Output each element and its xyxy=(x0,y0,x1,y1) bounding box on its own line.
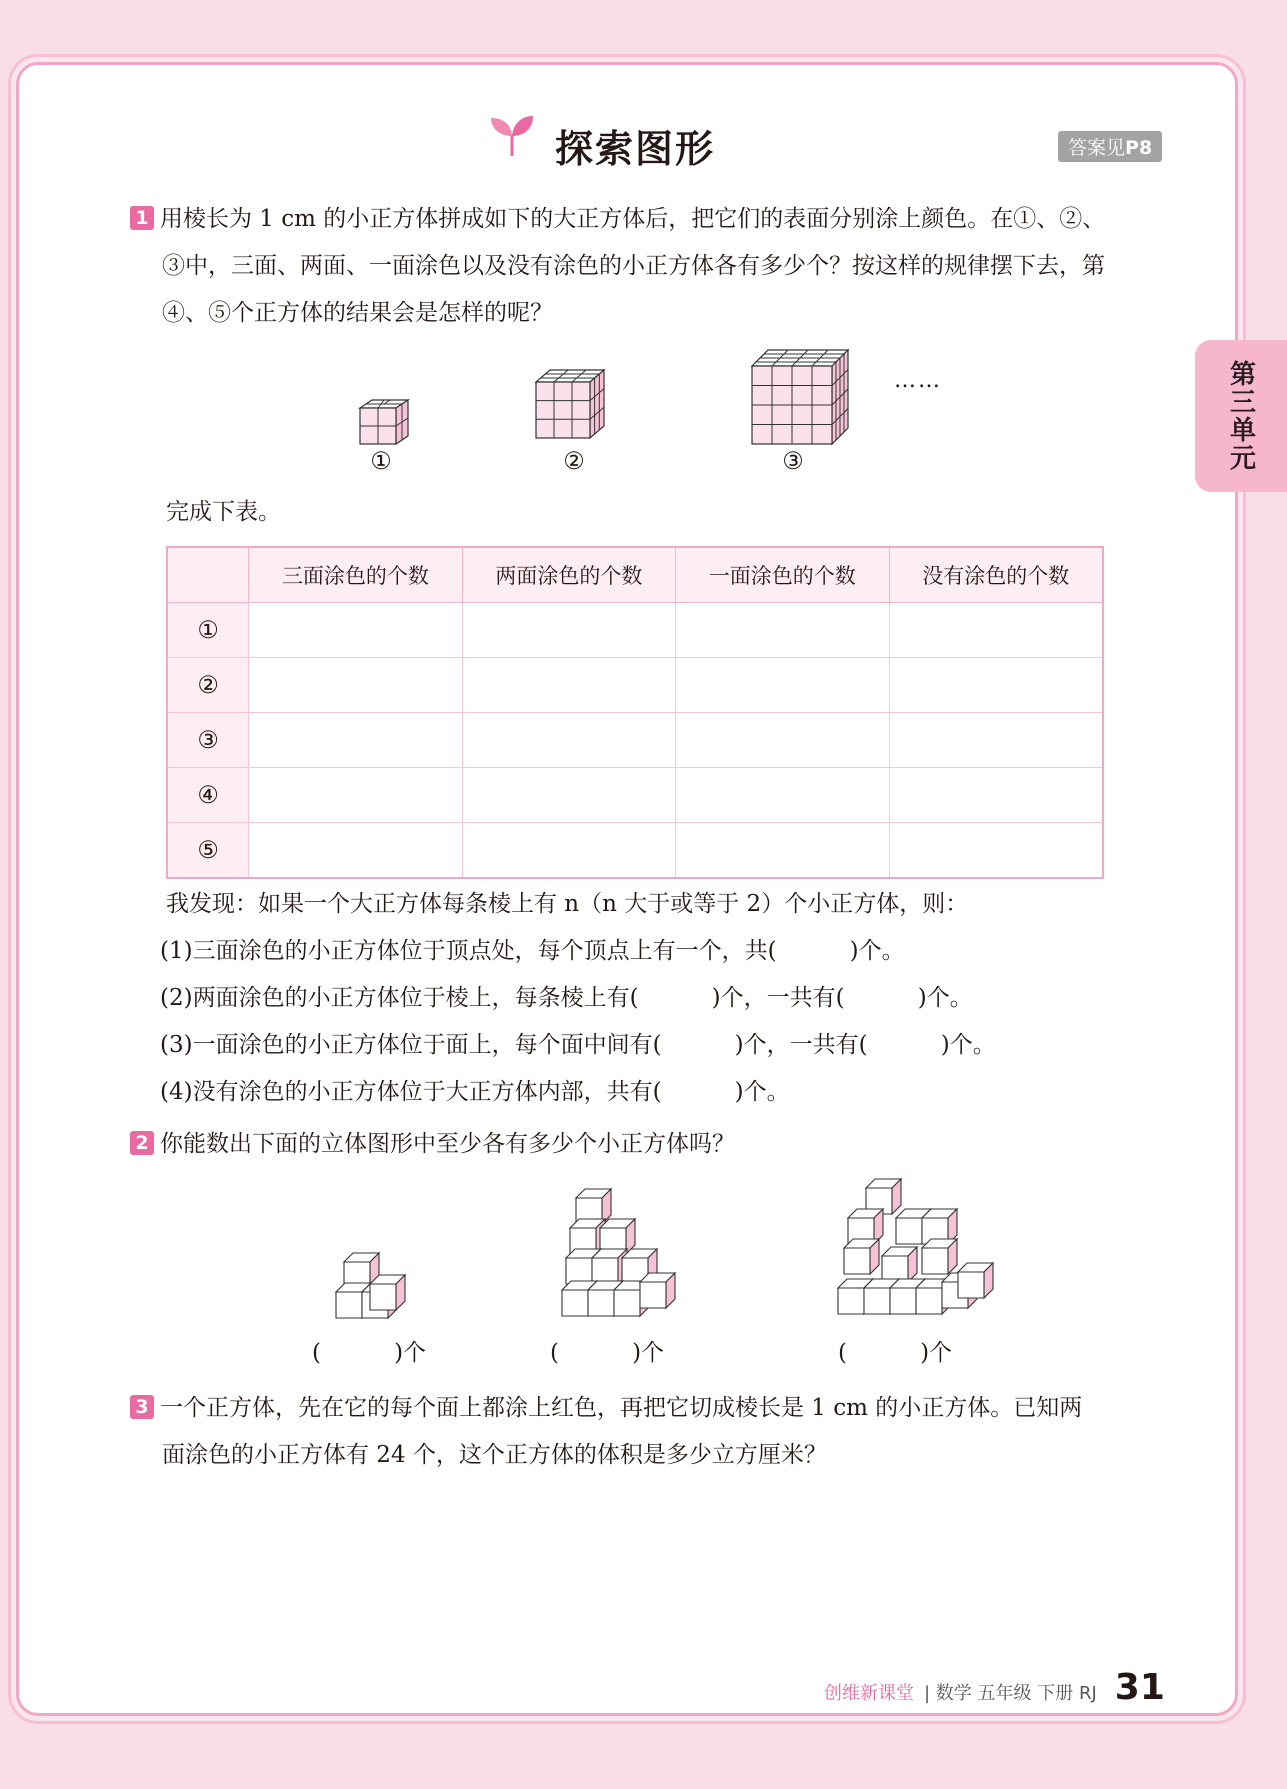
cube-figure-1 xyxy=(358,398,412,450)
discovery-item-2: (2)两面涂色的小正方体位于棱上，每条棱上有( )个，一共有( )个。 xyxy=(160,985,973,1011)
answer-reference-badge xyxy=(1058,131,1162,162)
answer-reference-page: P8 xyxy=(1125,137,1153,159)
unit-cube xyxy=(844,1239,879,1274)
title-area xyxy=(555,118,715,173)
question-3-line-2: 面涂色的小正方体有 24 个，这个正方体的体积是多少立方厘米？ xyxy=(162,1442,827,1468)
answer-table xyxy=(166,546,1104,879)
column-header-no-face: 没有涂色的个数 xyxy=(889,547,1103,603)
row-label: ④ xyxy=(167,768,249,823)
unit-cube xyxy=(370,1275,405,1310)
answer-cell[interactable] xyxy=(249,603,462,658)
answer-cell[interactable] xyxy=(462,603,675,658)
column-header-three-faces: 三面涂色的个数 xyxy=(249,547,462,603)
footer-info: | 数学 五年级 下册 RJ xyxy=(924,1683,1097,1704)
cube-stack-1 xyxy=(334,1248,434,1326)
table-prompt: 完成下表。 xyxy=(166,499,281,525)
unit-cube xyxy=(922,1239,957,1274)
table-corner xyxy=(167,547,249,603)
row-label: ① xyxy=(167,603,249,658)
answer-cell[interactable] xyxy=(249,713,462,768)
answer-cell[interactable] xyxy=(676,603,889,658)
answer-cell[interactable] xyxy=(249,768,462,823)
unit-cube xyxy=(958,1263,993,1298)
table-row xyxy=(167,768,1103,823)
table-row xyxy=(167,658,1103,713)
row-label: ⑤ xyxy=(167,823,249,879)
cube-figure-3-label: ③ xyxy=(782,447,804,475)
row-label: ② xyxy=(167,658,249,713)
answer-cell[interactable] xyxy=(889,713,1103,768)
answer-cell[interactable] xyxy=(249,658,462,713)
question-2-badge: 2 xyxy=(130,1131,154,1155)
cube-figure-2-label: ② xyxy=(563,447,585,475)
count-answer-1[interactable]: ( )个 xyxy=(312,1340,427,1366)
discovery-intro: 我发现：如果一个大正方体每条棱上有 n（n 大于或等于 2）个小正方体，则： xyxy=(166,891,969,917)
answer-cell[interactable] xyxy=(889,658,1103,713)
question-1-line-2: ③中，三面、两面、一面涂色以及没有涂色的小正方体各有多少个？按这样的规律摆下去，第 xyxy=(162,253,1105,279)
answer-cell[interactable] xyxy=(462,768,675,823)
answer-cell[interactable] xyxy=(676,713,889,768)
page-number: 31 xyxy=(1114,1667,1165,1708)
cube-stack-3 xyxy=(836,1176,1000,1328)
page-title: 探索图形 xyxy=(555,127,716,171)
cube-stack-2 xyxy=(560,1186,678,1328)
answer-cell[interactable] xyxy=(889,768,1103,823)
answer-cell[interactable] xyxy=(462,823,675,879)
cube-figure-3 xyxy=(750,348,850,446)
discovery-item-3: (3)一面涂色的小正方体位于面上，每个面中间有( )个，一共有( )个。 xyxy=(160,1032,996,1058)
question-3-line-1 xyxy=(130,1385,1082,1432)
question-3-badge: 3 xyxy=(130,1395,154,1419)
footer-brand: 创维新课堂 xyxy=(824,1683,914,1704)
answer-cell[interactable] xyxy=(676,658,889,713)
answer-cell[interactable] xyxy=(462,713,675,768)
answer-cell[interactable] xyxy=(676,823,889,879)
unit-cube xyxy=(882,1247,917,1282)
row-label: ③ xyxy=(167,713,249,768)
unit-cube xyxy=(640,1273,675,1308)
count-answer-2[interactable]: ( )个 xyxy=(550,1340,665,1366)
answer-cell[interactable] xyxy=(676,768,889,823)
question-1-badge: 1 xyxy=(130,206,154,230)
figure-ellipsis: …… xyxy=(894,368,942,393)
discovery-item-1: (1)三面涂色的小正方体位于顶点处，每个顶点上有一个，共( )个。 xyxy=(160,938,905,964)
unit-tab xyxy=(1195,340,1287,492)
count-answer-3[interactable]: ( )个 xyxy=(838,1340,953,1366)
column-header-one-face: 一面涂色的个数 xyxy=(676,547,889,603)
question-1-line-1 xyxy=(130,196,1105,243)
question-2-text: 你能数出下面的立体图形中至少各有多少个小正方体吗？ xyxy=(160,1131,735,1157)
cube-figure-1-label: ① xyxy=(370,447,392,475)
cube-figure-2 xyxy=(534,368,608,442)
table-row xyxy=(167,823,1103,879)
answer-reference-prefix: 答案见 xyxy=(1068,137,1126,159)
question-1-line-3: ④、⑤个正方体的结果会是怎样的呢？ xyxy=(162,300,553,326)
question-1-text-1: 用棱长为 1 cm 的小正方体拼成如下的大正方体后，把它们的表面分别涂上颜色。在①、②、 xyxy=(160,206,1106,232)
discovery-item-4: (4)没有涂色的小正方体位于大正方体内部，共有( )个。 xyxy=(160,1079,790,1105)
question-3-text-1: 一个正方体，先在它的每个面上都涂上红色，再把它切成棱长是 1 cm 的小正方体。已知两 xyxy=(160,1395,1083,1421)
answer-cell[interactable] xyxy=(889,823,1103,879)
table-header-row xyxy=(167,547,1103,603)
question-2-line xyxy=(130,1121,735,1168)
column-header-two-faces: 两面涂色的个数 xyxy=(462,547,675,603)
unit-tab-label: 第三单元 xyxy=(1225,360,1256,472)
sprout-icon xyxy=(489,114,535,158)
answer-cell[interactable] xyxy=(462,658,675,713)
page-footer xyxy=(824,1667,1165,1708)
table-row xyxy=(167,603,1103,658)
answer-cell[interactable] xyxy=(249,823,462,879)
table-row xyxy=(167,713,1103,768)
answer-cell[interactable] xyxy=(889,603,1103,658)
